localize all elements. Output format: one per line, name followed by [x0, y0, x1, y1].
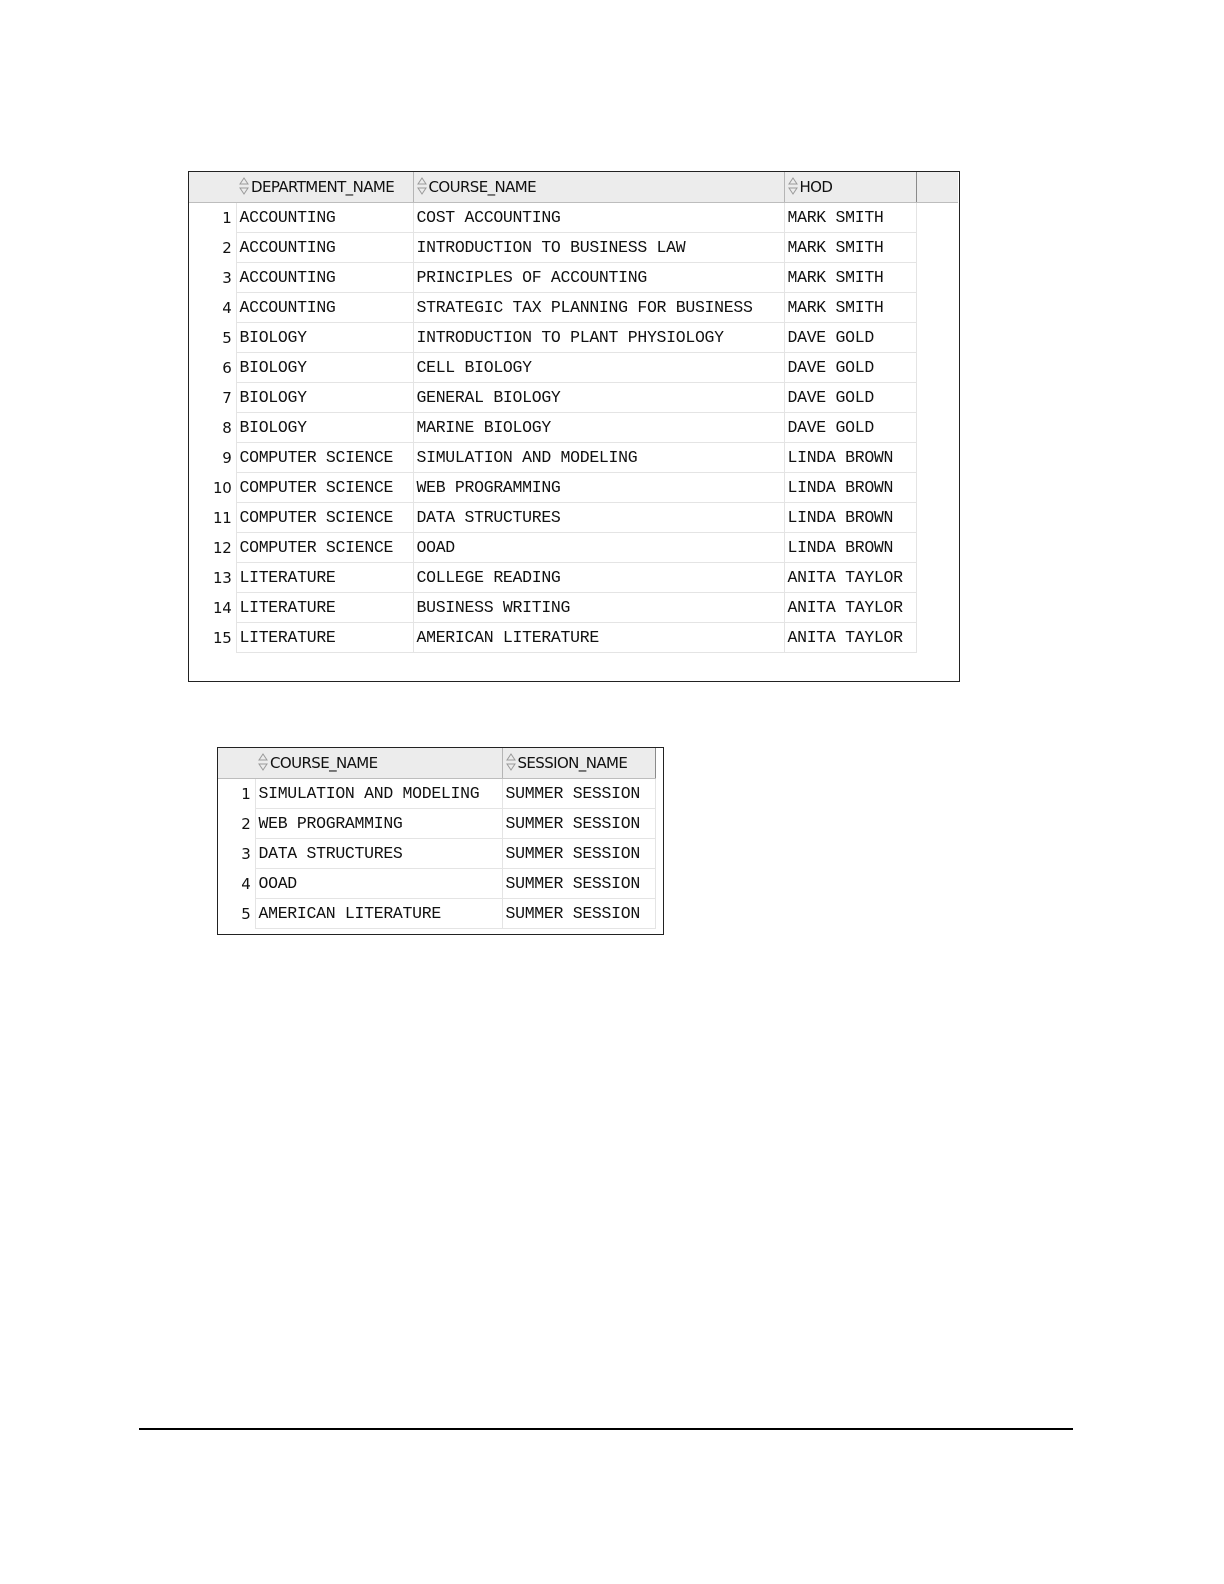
table-cell-course-name[interactable]: OOAD [413, 533, 784, 563]
header-filler [916, 172, 958, 203]
sort-arrows-icon[interactable] [239, 177, 249, 195]
table-cell-department-name[interactable]: BIOLOGY [236, 353, 413, 383]
result-table-1 [189, 172, 958, 653]
row-filler [916, 623, 958, 653]
table-cell-department-name[interactable]: ACCOUNTING [236, 203, 413, 233]
table-cell-course-name[interactable]: SIMULATION AND MODELING [413, 443, 784, 473]
table-cell-hod[interactable]: DAVE GOLD [784, 353, 916, 383]
sort-arrows-icon[interactable] [417, 177, 427, 195]
table-row[interactable] [189, 293, 958, 323]
row-filler [916, 413, 958, 443]
row-number: 1 [189, 203, 236, 233]
table-cell-hod[interactable]: MARK SMITH [784, 293, 916, 323]
table-cell-course-name[interactable]: INTRODUCTION TO PLANT PHYSIOLOGY [413, 323, 784, 353]
table-row[interactable] [189, 353, 958, 383]
table-cell-session-name[interactable]: SUMMER SESSION [502, 899, 655, 929]
table-row[interactable] [218, 809, 655, 839]
row-filler [916, 383, 958, 413]
table-row[interactable] [189, 563, 958, 593]
table-cell-department-name[interactable]: COMPUTER SCIENCE [236, 503, 413, 533]
row-filler [916, 443, 958, 473]
table-cell-course-name[interactable]: DATA STRUCTURES [255, 839, 502, 869]
result-grid-2 [217, 747, 664, 935]
sort-arrows-icon[interactable] [788, 177, 798, 195]
table-cell-course-name[interactable]: PRINCIPLES OF ACCOUNTING [413, 263, 784, 293]
header-row [218, 748, 655, 779]
table-cell-department-name[interactable]: BIOLOGY [236, 413, 413, 443]
table-cell-department-name[interactable]: ACCOUNTING [236, 293, 413, 323]
table-cell-hod[interactable]: LINDA BROWN [784, 443, 916, 473]
row-number: 7 [189, 383, 236, 413]
table-cell-hod[interactable]: DAVE GOLD [784, 413, 916, 443]
row-filler [916, 263, 958, 293]
table-cell-hod[interactable]: ANITA TAYLOR [784, 563, 916, 593]
table-row[interactable] [189, 263, 958, 293]
table-cell-department-name[interactable]: BIOLOGY [236, 323, 413, 353]
table-row[interactable] [189, 593, 958, 623]
table-row[interactable] [189, 233, 958, 263]
column-header-label: HOD [799, 178, 833, 196]
footer-rule [139, 1428, 1073, 1430]
table-row[interactable] [218, 839, 655, 869]
result-table-2 [218, 748, 656, 929]
table-cell-course-name[interactable]: WEB PROGRAMMING [413, 473, 784, 503]
table-cell-course-name[interactable]: AMERICAN LITERATURE [255, 899, 502, 929]
table-row[interactable] [189, 623, 958, 653]
row-filler [916, 233, 958, 263]
sort-arrows-icon[interactable] [258, 753, 268, 771]
row-filler [916, 323, 958, 353]
row-number: 12 [189, 533, 236, 563]
table-cell-session-name[interactable]: SUMMER SESSION [502, 809, 655, 839]
row-filler [916, 353, 958, 383]
table-row[interactable] [189, 413, 958, 443]
table-body [189, 203, 958, 653]
table-cell-department-name[interactable]: ACCOUNTING [236, 263, 413, 293]
table-row[interactable] [189, 473, 958, 503]
row-number-header [218, 748, 255, 779]
table-cell-hod[interactable]: DAVE GOLD [784, 383, 916, 413]
table-cell-course-name[interactable]: GENERAL BIOLOGY [413, 383, 784, 413]
table-cell-department-name[interactable]: COMPUTER SCIENCE [236, 443, 413, 473]
result-grid-1 [188, 171, 960, 682]
row-filler [916, 203, 958, 233]
row-number: 4 [189, 293, 236, 323]
table-cell-course-name[interactable]: BUSINESS WRITING [413, 593, 784, 623]
table-row[interactable] [189, 203, 958, 233]
table-body [218, 779, 655, 929]
table-cell-department-name[interactable]: COMPUTER SCIENCE [236, 533, 413, 563]
row-number-header [189, 172, 236, 203]
table-cell-course-name[interactable]: COLLEGE READING [413, 563, 784, 593]
row-filler [916, 293, 958, 323]
row-number: 4 [218, 869, 255, 899]
table-cell-department-name[interactable]: COMPUTER SCIENCE [236, 473, 413, 503]
table-cell-department-name[interactable]: ACCOUNTING [236, 233, 413, 263]
column-header-course-name[interactable] [413, 172, 784, 203]
table-cell-course-name[interactable]: SIMULATION AND MODELING [255, 779, 502, 809]
sort-arrows-icon[interactable] [506, 753, 516, 771]
row-filler [916, 593, 958, 623]
table-cell-course-name[interactable]: AMERICAN LITERATURE [413, 623, 784, 653]
row-filler [916, 503, 958, 533]
table-cell-session-name[interactable]: SUMMER SESSION [502, 779, 655, 809]
column-header-course-name[interactable] [255, 748, 502, 779]
table-cell-department-name[interactable]: BIOLOGY [236, 383, 413, 413]
row-number: 6 [189, 353, 236, 383]
table-cell-session-name[interactable]: SUMMER SESSION [502, 839, 655, 869]
column-header-label: DEPARTMENT_NAME [251, 178, 395, 196]
table-row[interactable] [218, 779, 655, 809]
row-number: 2 [189, 233, 236, 263]
row-number: 11 [189, 503, 236, 533]
row-number: 13 [189, 563, 236, 593]
row-number: 2 [218, 809, 255, 839]
row-number: 5 [218, 899, 255, 929]
header-row [189, 172, 958, 203]
table-cell-course-name[interactable]: WEB PROGRAMMING [255, 809, 502, 839]
column-header-session-name[interactable] [502, 748, 655, 779]
table-cell-course-name[interactable]: STRATEGIC TAX PLANNING FOR BUSINESS [413, 293, 784, 323]
table-cell-department-name[interactable]: LITERATURE [236, 593, 413, 623]
row-number: 5 [189, 323, 236, 353]
table-cell-department-name[interactable]: LITERATURE [236, 623, 413, 653]
table-cell-hod[interactable]: DAVE GOLD [784, 323, 916, 353]
table-cell-department-name[interactable]: LITERATURE [236, 563, 413, 593]
table-cell-hod[interactable]: LINDA BROWN [784, 473, 916, 503]
table-row[interactable] [218, 869, 655, 899]
table-cell-course-name[interactable]: MARINE BIOLOGY [413, 413, 784, 443]
row-number: 8 [189, 413, 236, 443]
column-header-department-name[interactable] [236, 172, 413, 203]
row-number: 3 [218, 839, 255, 869]
row-filler [916, 473, 958, 503]
column-header-label: COURSE_NAME [428, 178, 536, 196]
table-cell-hod[interactable]: LINDA BROWN [784, 533, 916, 563]
table-cell-course-name[interactable]: COST ACCOUNTING [413, 203, 784, 233]
table-cell-course-name[interactable]: DATA STRUCTURES [413, 503, 784, 533]
column-header-hod[interactable] [784, 172, 916, 203]
table-cell-hod[interactable]: ANITA TAYLOR [784, 623, 916, 653]
column-header-label: COURSE_NAME [270, 754, 378, 772]
table-cell-hod[interactable]: ANITA TAYLOR [784, 593, 916, 623]
table-cell-course-name[interactable]: CELL BIOLOGY [413, 353, 784, 383]
table-cell-course-name[interactable]: INTRODUCTION TO BUSINESS LAW [413, 233, 784, 263]
row-number: 1 [218, 779, 255, 809]
table-row[interactable] [218, 899, 655, 929]
table-row[interactable] [189, 323, 958, 353]
column-header-label: SESSION_NAME [517, 754, 628, 772]
table-row[interactable] [189, 383, 958, 413]
row-number: 15 [189, 623, 236, 653]
table-cell-course-name[interactable]: OOAD [255, 869, 502, 899]
row-number: 9 [189, 443, 236, 473]
table-row[interactable] [189, 503, 958, 533]
table-cell-hod[interactable]: MARK SMITH [784, 263, 916, 293]
table-cell-hod[interactable]: MARK SMITH [784, 203, 916, 233]
table-row[interactable] [189, 533, 958, 563]
row-filler [916, 563, 958, 593]
table-cell-hod[interactable]: MARK SMITH [784, 233, 916, 263]
table-cell-session-name[interactable]: SUMMER SESSION [502, 869, 655, 899]
row-number: 10 [189, 473, 236, 503]
table-cell-hod[interactable]: LINDA BROWN [784, 503, 916, 533]
row-number: 3 [189, 263, 236, 293]
row-number: 14 [189, 593, 236, 623]
row-filler [916, 533, 958, 563]
table-row[interactable] [189, 443, 958, 473]
